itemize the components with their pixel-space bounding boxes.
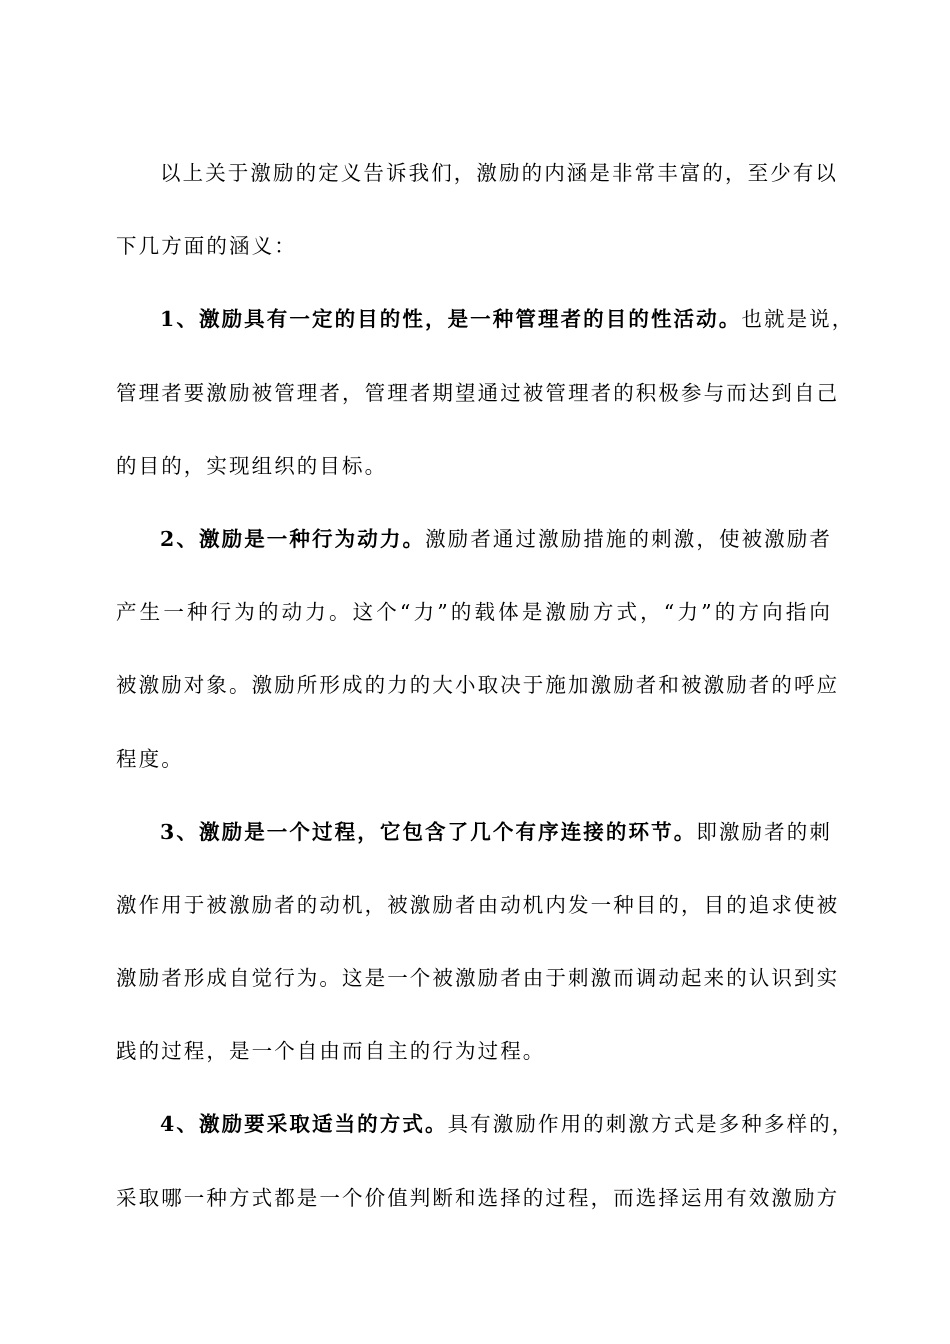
paragraph	[116, 283, 855, 503]
text-line	[116, 283, 855, 356]
paragraph-text: 的目的，实现组织的目标。	[116, 453, 388, 478]
paragraph-text: 也就是说，	[741, 307, 855, 332]
text-line	[116, 649, 840, 722]
paragraph-text: 即激励者的刺	[696, 819, 832, 844]
paragraph-heading: 4、激励要采取适当的方式。	[160, 1112, 448, 1137]
text-line	[116, 576, 832, 649]
paragraph-text: 践的过程，是一个自由而自主的行为过程。	[116, 1039, 546, 1064]
paragraph	[116, 1088, 855, 1234]
paragraph-text: 被激励对象。激励所形成的力的大小取决于施加激励者和被激励者的呼应	[116, 673, 840, 698]
paragraph-text: 管理者要激励被管理者，管理者期望通过被管理者的积极参与而达到自己	[116, 380, 840, 405]
paragraph-text: 激励者形成自觉行为。这是一个被激励者由于刺激而调动起来的认识到实	[116, 966, 840, 991]
paragraph	[116, 503, 840, 796]
text-line	[116, 137, 838, 210]
paragraph-heading: 1、激励具有一定的目的性，是一种管理者的目的性活动。	[160, 307, 742, 332]
paragraph-text: 程度。	[116, 746, 184, 771]
text-line	[116, 723, 832, 796]
text-line	[116, 796, 832, 869]
paragraph	[116, 796, 840, 1089]
text-line	[116, 1015, 832, 1088]
text-line	[116, 1088, 855, 1161]
paragraph-text: 激作用于被激励者的动机，被激励者由动机内发一种目的，目的追求使被	[116, 892, 840, 917]
paragraph-heading: 2、激励是一种行为动力。	[160, 526, 426, 551]
paragraph-text: 产生一种行为的动力。这个“力”的载体是激励方式，“力”的方向指向	[116, 600, 832, 625]
paragraph-text: 激励者通过激励措施的刺激，使被激励者	[425, 526, 832, 551]
paragraph-heading: 3、激励是一个过程，它包含了几个有序连接的环节。	[160, 819, 697, 844]
paragraph	[116, 137, 838, 283]
text-line	[116, 357, 840, 430]
paragraph-text: 以上关于激励的定义告诉我们，激励的内涵是非常丰富的，至少有以	[160, 161, 838, 185]
text-line	[116, 1162, 840, 1235]
text-line	[116, 430, 832, 503]
text-line	[116, 869, 840, 942]
paragraph-text: 采取哪一种方式都是一个价值判断和选择的过程，而选择运用有效激励方	[116, 1185, 840, 1210]
text-line	[116, 210, 832, 283]
paragraph-text: 下几方面的涵义：	[116, 234, 297, 259]
text-line	[116, 942, 840, 1015]
text-line	[116, 503, 832, 576]
paragraph-text: 具有激励作用的刺激方式是多种多样的，	[447, 1112, 855, 1137]
